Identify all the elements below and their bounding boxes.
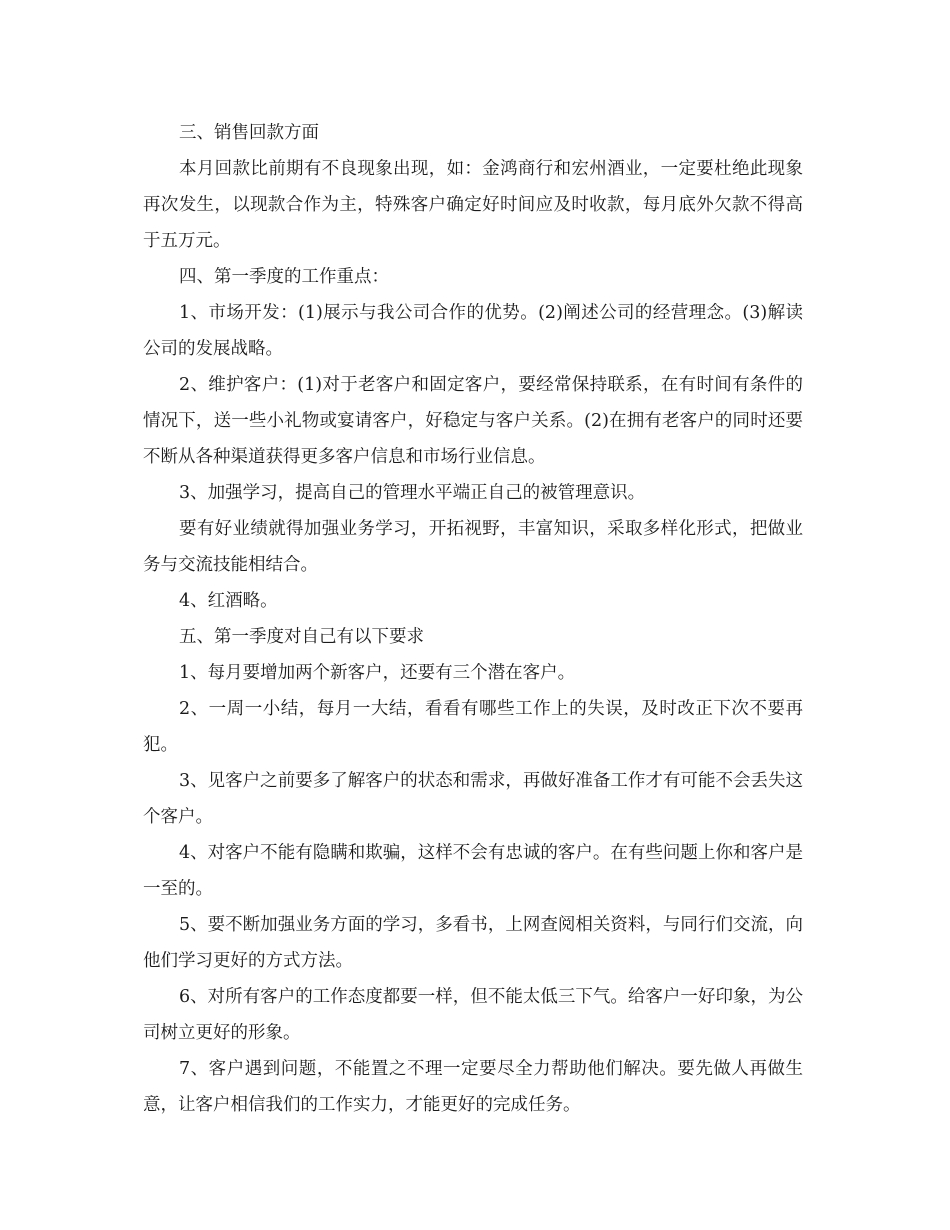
- list-item-strengthen-learning: 3、加强学习，提高自己的管理水平端正自己的被管理意识。: [179, 483, 646, 503]
- document-body: [143, 115, 803, 1123]
- paragraph-learning-detail: 要有好业绩就得加强业务学习，开拓视野，丰富知识，采取多样化形式，把做业务与交流技能相结合。: [143, 519, 803, 575]
- list-item-requirement-6: 6、对所有客户的工作态度都要一样，但不能太低三下气。给客户一好印象，为公司树立更好的形象。: [143, 987, 803, 1043]
- list-item-maintain-customers: 2、维护客户：(1)对于老客户和固定客户，要经常保持联系，在有时间有条件的情况下，送一些小礼物或宴请客户，好稳定与客户关系。(2)在拥有老客户的同时还要不断从各种渠道获得更多客户信息和市场行业信息。: [143, 375, 803, 467]
- section-heading-q1-focus: 四、第一季度的工作重点：: [179, 267, 389, 287]
- list-item-requirement-3: 3、见客户之前要多了解客户的状态和需求，再做好准备工作才有可能不会丢失这个客户。: [143, 771, 803, 827]
- list-item-red-wine: 4、红酒略。: [179, 591, 278, 611]
- paragraph-collection-status: 本月回款比前期有不良现象出现，如：金鸿商行和宏州酒业，一定要杜绝此现象再次发生，以现款合作为主，特殊客户确定好时间应及时收款，每月底外欠款不得高于五万元。: [143, 159, 803, 251]
- section-heading-self-requirements: 五、第一季度对自己有以下要求: [179, 627, 424, 647]
- list-item-requirement-5: 5、要不断加强业务方面的学习，多看书，上网查阅相关资料，与同行们交流，向他们学习更好的方式方法。: [143, 915, 803, 971]
- section-heading-sales-collection: 三、销售回款方面: [179, 123, 319, 143]
- list-item-requirement-7: 7、客户遇到问题，不能置之不理一定要尽全力帮助他们解决。要先做人再做生意，让客户相信我们的工作实力，才能更好的完成任务。: [143, 1059, 803, 1115]
- list-item-requirement-4: 4、对客户不能有隐瞒和欺骗，这样不会有忠诚的客户。在有些问题上你和客户是一至的。: [143, 843, 803, 899]
- list-item-requirement-2: 2、一周一小结，每月一大结，看看有哪些工作上的失误，及时改正下次不要再犯。: [143, 699, 803, 755]
- list-item-requirement-1: 1、每月要增加两个新客户，还要有三个潜在客户。: [179, 663, 576, 683]
- list-item-market-development: 1、市场开发：(1)展示与我公司合作的优势。(2)阐述公司的经营理念。(3)解读公司的发展战略。: [143, 303, 803, 359]
